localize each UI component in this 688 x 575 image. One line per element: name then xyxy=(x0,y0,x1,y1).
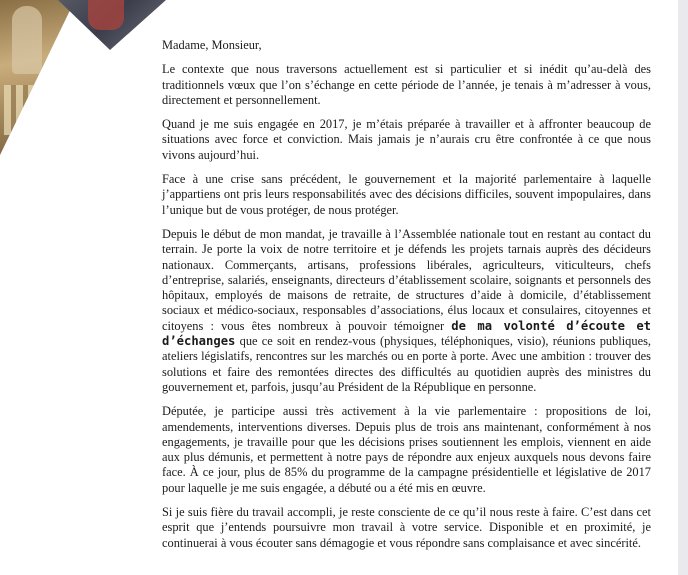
paragraph-engagement: Quand je me suis engagée en 2017, je m’étais préparée à travailler et à affronter beaucoup de situations avec force et conviction. Mais jamais je n’aurais cru être confrontée à ce que nous vivons aujourd’hui. xyxy=(162,117,651,162)
paragraph-context: Le contexte que nous traversons actuellement est si particulier et si inédit qu’au-delà des traditionnels vœux que l’on s’échange en cette période de l’année, je tenais à m’adresser à vous, directement et personnellement. xyxy=(162,62,651,107)
portrait-accent xyxy=(88,0,124,30)
greeting: Madame, Monsieur, xyxy=(162,38,262,52)
letter-body xyxy=(162,38,651,560)
columns-image xyxy=(4,85,64,135)
mandate-text-end: que ce soit en rendez-vous (physiques, téléphoniques, visio), réunions publiques, ateliers législatifs, rencontres sur les marchés ou en porte à porte. Avec une ambition : trouver des solutions et faire des remontées directes des difficultés au quotidien auprès des ministres du gouvernement et, parfois, jusqu’au Président de la République en personne. xyxy=(162,334,651,394)
paragraph-mandate xyxy=(162,227,651,395)
page-edge xyxy=(678,0,688,575)
statue-image xyxy=(12,6,42,74)
paragraph-crisis: Face à une crise sans précédent, le gouvernement et la majorité parlementaire à laquelle j’appartiens ont pris leurs responsabilités avec des décisions difficiles, souvent impopulaires, dans l’unique but de vous protéger, de nous protéger. xyxy=(162,172,651,217)
mandate-emphasis: de ma volonté d’écoute et d’échanges xyxy=(162,318,651,349)
paragraph-closing: Si je suis fière du travail accompli, je reste consciente de ce qu’il nous reste à faire. C’est dans cet esprit que j’entends poursuivre mon travail à votre service. Disponible et en proximité, je continuerai à vous écouter sans démagogie et vous répondre sans complaisance et avec sincérité. xyxy=(162,505,651,550)
paragraph-parliament: Députée, je participe aussi très activement à la vie parlementaire : propositions de loi, amendements, interventions diverses. Depuis plus de trois ans maintenant, conformément à nos engagements, je travaille pour que les décisions prises soutiennent les emplois, viennent en aide aux plus démunis, et permettent à notre pays de répondre aux enjeux auxquels nous devons faire face. À ce jour, plus de 85% du programme de la campagne présidentielle et législative de 2017 pour laquelle je me suis engagée, a débuté ou a été mis en œuvre. xyxy=(162,404,651,495)
mandate-text-start: Depuis le début de mon mandat, je travaille à l’Assemblée nationale tout en restant au contact du terrain. Je porte la voix de notre territoire et je défends les projets tarnais auprès des décideurs nationaux. Commerçants, artisans, professions libérales, agriculteurs, viticulteurs, chefs d’entreprise, salariés, enseignants, directeurs d’établissement scolaire, soignants et personnels des hôpitaux, employés de maisons de retraite, de structures d’aide à domicile, d’établissement sociaux et médico-sociaux, responsables d’associations, élus locaux et consulaires, citoyennes et citoyens : vous êtes nombreux à pouvoir témoigner xyxy=(162,226,651,333)
